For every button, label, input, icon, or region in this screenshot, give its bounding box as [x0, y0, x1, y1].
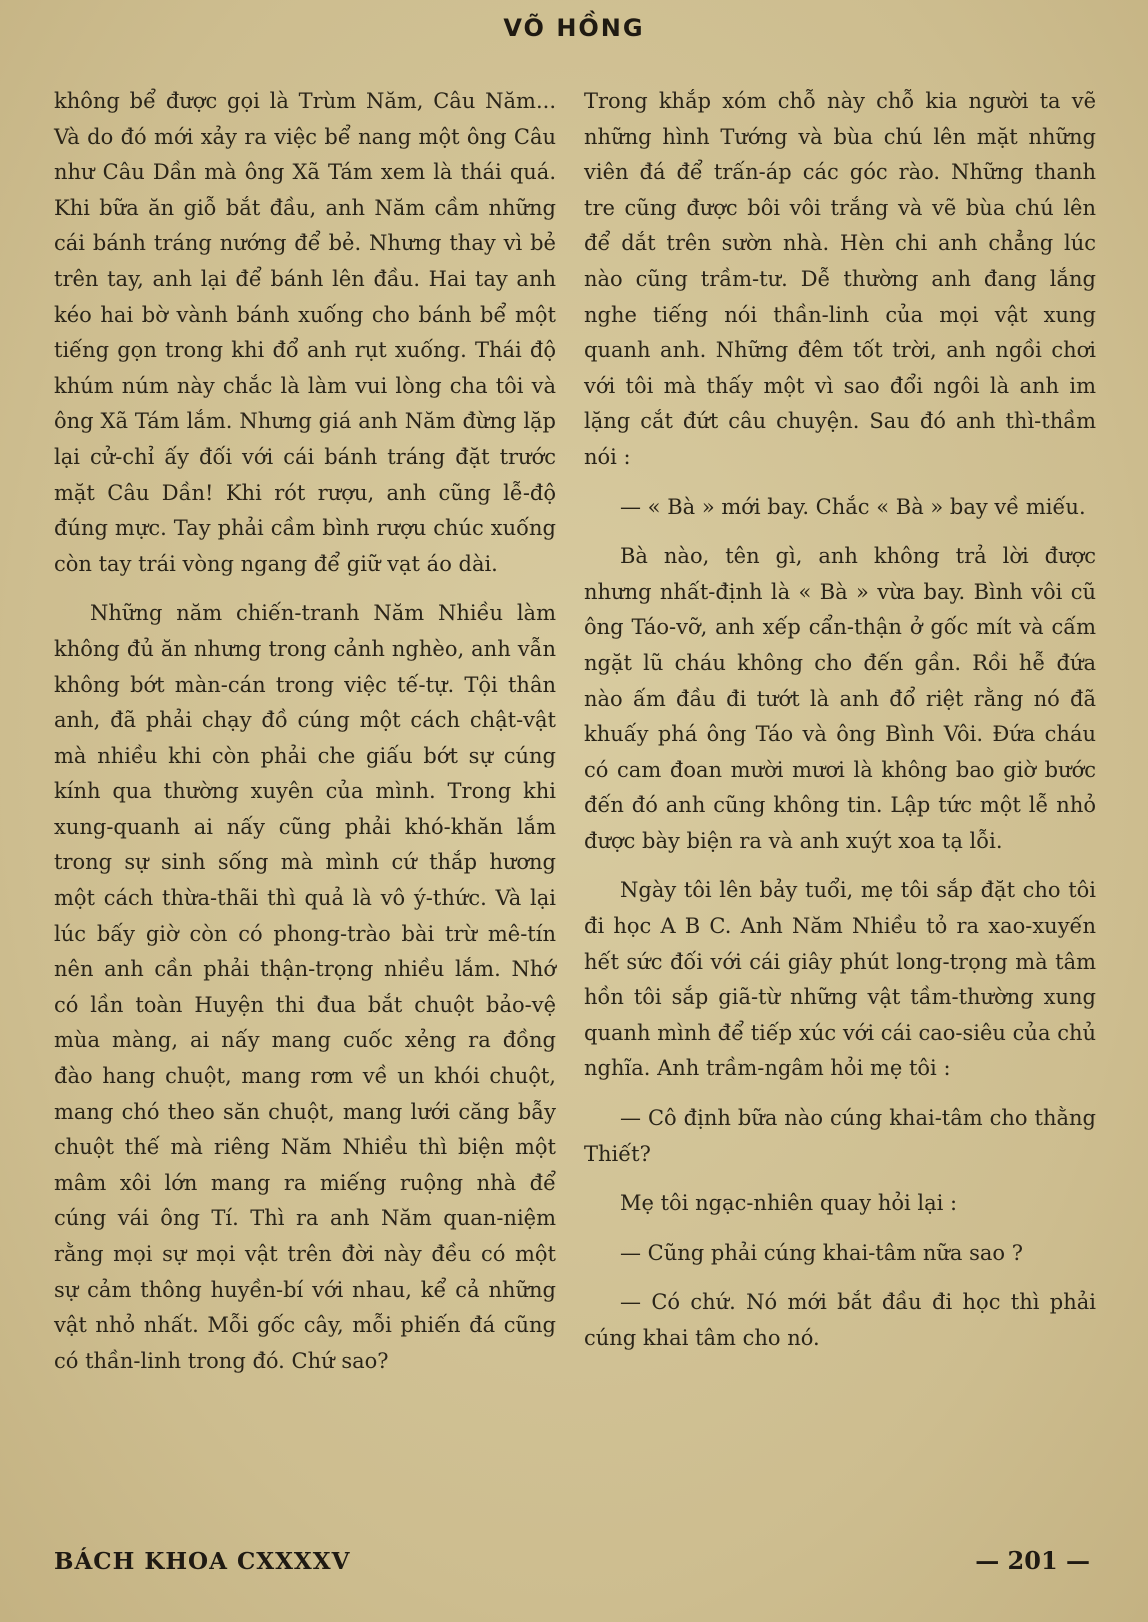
- dialogue-line: — Cô định bữa nào cúng khai-tâm cho thằng Thiết?: [584, 1106, 1096, 1166]
- dialogue-line: — « Bà » mới bay. Chắc « Bà » bay về miếu.: [620, 494, 1086, 519]
- paragraph: Trong khắp xóm chỗ này chỗ kia người ta vẽ những hình Tướng và bùa chú lên mặt những viên đá để trấn-áp các góc rào. Những thanh tre cũng được bôi vôi trắng và vẽ bùa chú lên để dắt trên sườn nhà. Hèn chi anh chẳng lúc nào cũng trầm-tư. Dễ thường anh đang lắng nghe tiếng nói thần-linh của mọi vật xung quanh anh. Những đêm tốt trời, anh ngồi chơi với tôi mà thấy một vì sao đổi ngôi là anh im lặng cắt đứt câu chuyện. Sau đó anh thì-thầm nói :: [584, 89, 1096, 469]
- dialogue-line: — Có chứ. Nó mới bắt đầu đi học thì phải cúng khai tâm cho nó.: [584, 1290, 1096, 1350]
- dialogue-line: — Cũng phải cúng khai-tâm nữa sao ?: [620, 1240, 1023, 1265]
- running-head-author: VÕ HỒNG: [503, 14, 645, 42]
- paragraph: Ngày tôi lên bảy tuổi, mẹ tôi sắp đặt cho tôi đi học A B C. Anh Năm Nhiều tỏ ra xao-xuyến hết sức đối với cái giây phút long-trọng mà tâm hồn tôi sắp giã-từ những vật tầm-thường xung quanh mình để tiếp xúc với cái cao-siêu của chủ nghĩa. Anh trầm-ngâm hỏi mẹ tôi :: [584, 878, 1096, 1081]
- paragraph: Những năm chiến-tranh Năm Nhiều làm không đủ ăn nhưng trong cảnh nghèo, anh vẫn không bớt màn-cán trong việc tế-tự. Tội thân anh, đã phải chạy đồ cúng một cách chật-vật mà nhiều khi còn phải che giấu bớt sự cúng kính qua thường xuyên của mình. Trong khi xung-quanh ai nấy cũng phải khó-khăn lắm trong sự sinh sống mà mình cứ thắp hương một cách thừa-thãi thì quả là vô ý-thức. Và lại lúc bấy giờ còn có phong-trào bài trừ mê-tín nên anh cần phải thận-trọng nhiều lắm. Nhớ có lần toàn Huyện thi đua bắt chuột bảo-vệ mùa màng, ai nấy mang cuốc xẻng ra đồng đào hang chuột, mang rơm về un khói chuột, mang chó theo săn chuột, mang lưới căng bẫy chuột thế mà riêng Năm Nhiều thì biện một mâm xôi lớn mang ra miếng ruộng nhà để cúng vái ông Tí. Thì ra anh Năm quan-niệm rằng mọi sự mọi vật trên đời này đều có một sự cảm thông huyền-bí với nhau, kể cả những vật nhỏ nhất. Mỗi gốc cây, mỗi phiến đá cũng có thần-linh trong đó. Chứ sao?: [54, 601, 556, 1373]
- paragraph: Mẹ tôi ngạc-nhiên quay hỏi lại :: [620, 1191, 958, 1216]
- paragraph: Bà nào, tên gì, anh không trả lời được nhưng nhất-định là « Bà » vừa bay. Bình vôi cũ ông Táo-vỡ, anh xếp cẩn-thận ở gốc mít và cấm ngặt lũ cháu không cho đến gần. Rồi hễ đứa nào ấm đầu đi tướt là anh đổ riệt rằng nó đã khuấy phá ông Táo và ông Bình Vôi. Đứa cháu có cam đoan mười mươi là không bao giờ bước đến đó anh cũng không tin. Lập tức một lễ nhỏ được bày biện ra và anh xuýt xoa tạ lỗi.: [584, 544, 1096, 853]
- right-column: [584, 84, 1096, 1371]
- page-number: — 201 —: [975, 1546, 1090, 1575]
- left-column: [54, 84, 556, 1393]
- magazine-issue: BÁCH KHOA CXXXXV: [54, 1548, 351, 1575]
- paragraph: không bể được gọi là Trùm Năm, Câu Năm... Và do đó mới xảy ra việc bể nang một ông Câu như Câu Dần mà ông Xã Tám xem là thái quá. Khi bữa ăn giỗ bắt đầu, anh Năm cầm những cái bánh tráng nướng để bẻ. Nhưng thay vì bẻ trên tay, anh lại để bánh lên đầu. Hai tay anh kéo hai bờ vành bánh xuống cho bánh bể một tiếng gọn trong khi đổ anh rụt xuống. Thái độ khúm núm này chắc là làm vui lòng cha tôi và ông Xã Tám lắm. Nhưng giá anh Năm đừng lặp lại cử-chỉ ấy đối với cái bánh tráng đặt trước mặt Câu Dần! Khi rót rượu, anh cũng lễ-độ đúng mực. Tay phải cầm bình rượu chúc xuống còn tay trái vòng ngang để giữ vạt áo dài.: [54, 89, 556, 576]
